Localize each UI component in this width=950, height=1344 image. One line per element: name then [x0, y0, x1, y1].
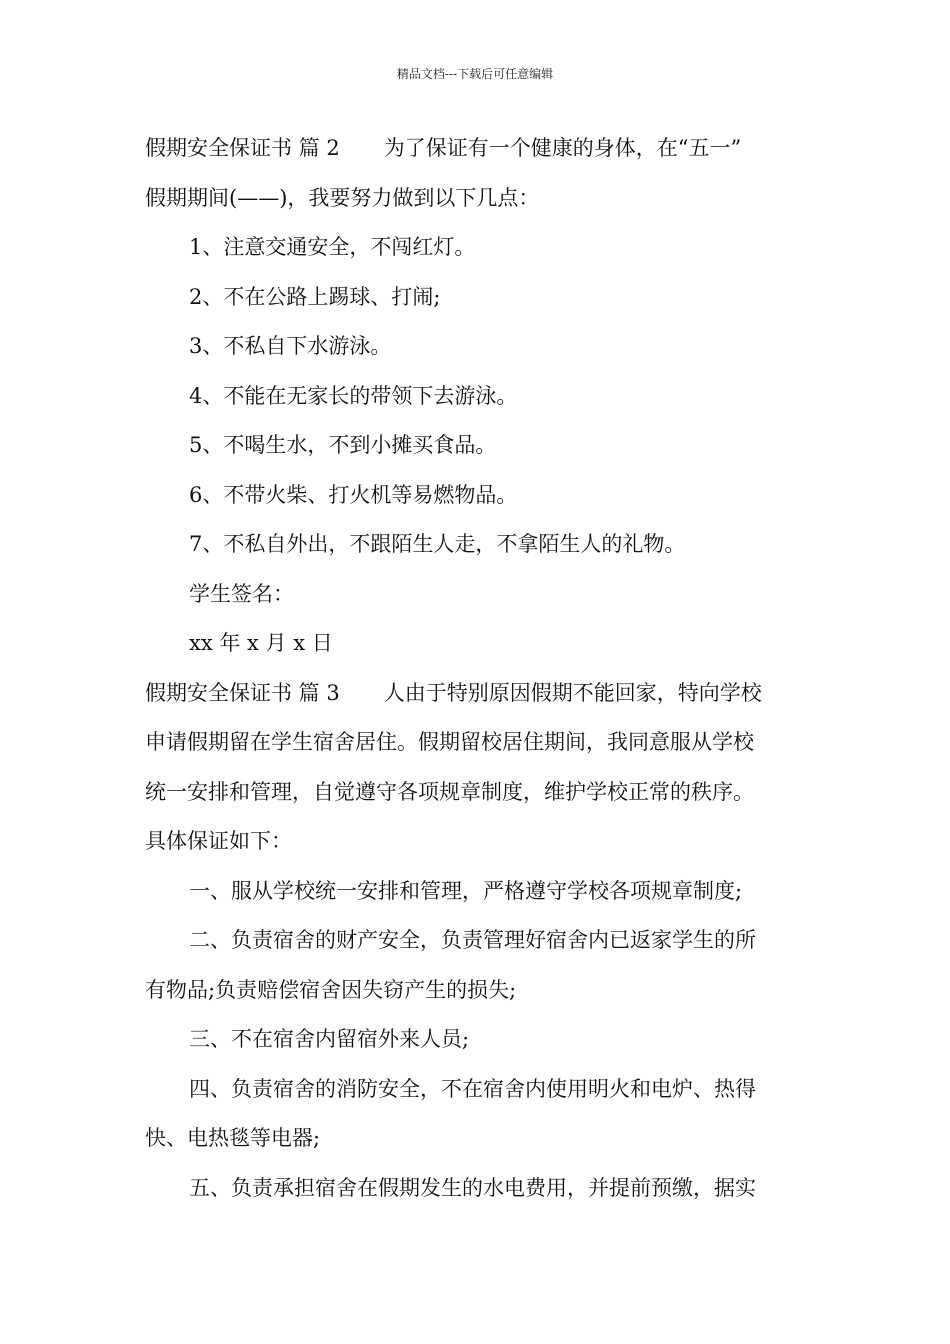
- section3-title: 假期安全保证书 篇 3: [145, 680, 340, 705]
- clause-item: 三、不在宿舍内留宿外来人员;: [189, 1027, 470, 1051]
- clause-item-continuation: 快、电热毯等电器;: [145, 1126, 321, 1150]
- section2-intro-line2: 假期期间(——)，我要努力做到以下几点：: [145, 185, 540, 210]
- list-item: 3、不私自下水游泳。: [189, 334, 392, 358]
- clause-item: 二、负责宿舍的财产安全，负责管理好宿舍内已返家学生的所: [189, 928, 756, 952]
- section3-intro-line3: 统一安排和管理，自觉遵守各项规章制度，维护学校正常的秩序。: [145, 779, 754, 804]
- section3-heading-line: [145, 669, 810, 719]
- section3-intro-line2: 申请假期留在学生宿舍居住。假期留校居住期间，我同意服从学校: [145, 730, 754, 754]
- clause-item: 一、服从学校统一安排和管理，严格遵守学校各项规章制度;: [189, 878, 743, 903]
- document-body: [145, 124, 810, 1213]
- section2-title: 假期安全保证书 篇 2: [145, 136, 340, 160]
- list-item: 6、不带火柴、打火机等易燃物品。: [189, 482, 518, 507]
- list-item: 7、不私自外出，不跟陌生人走，不拿陌生人的礼物。: [189, 532, 686, 556]
- list-item: 2、不在公路上踢球、打闹;: [189, 284, 441, 309]
- list-item: 4、不能在无家长的带领下去游泳。: [189, 383, 518, 408]
- section2-intro-line1: 为了保证有一个健康的身体，在“五一”: [383, 136, 742, 160]
- page-header: 精品文档---下载后可任意编辑: [396, 67, 554, 81]
- section3-intro-line1: 人由于特别原因假期不能回家，特向学校: [383, 680, 762, 705]
- clause-item: 四、负责宿舍的消防安全，不在宿舍内使用明火和电炉、热得: [189, 1076, 756, 1101]
- section2-heading-line: [145, 124, 810, 174]
- section3-intro-line4: 具体保证如下：: [145, 829, 292, 853]
- list-item: 5、不喝生水，不到小摊买食品。: [189, 433, 497, 457]
- list-item: 1、注意交通安全，不闯红灯。: [189, 235, 476, 259]
- clause-item-continuation: 有物品;负责赔偿宿舍因失窃产生的损失;: [145, 977, 517, 1002]
- signature-date: xx 年 x 月 x 日: [189, 631, 333, 655]
- signature-label: 学生签名：: [189, 581, 294, 606]
- clause-item: 五、负责承担宿舍在假期发生的水电费用，并提前预缴，据实: [189, 1175, 756, 1200]
